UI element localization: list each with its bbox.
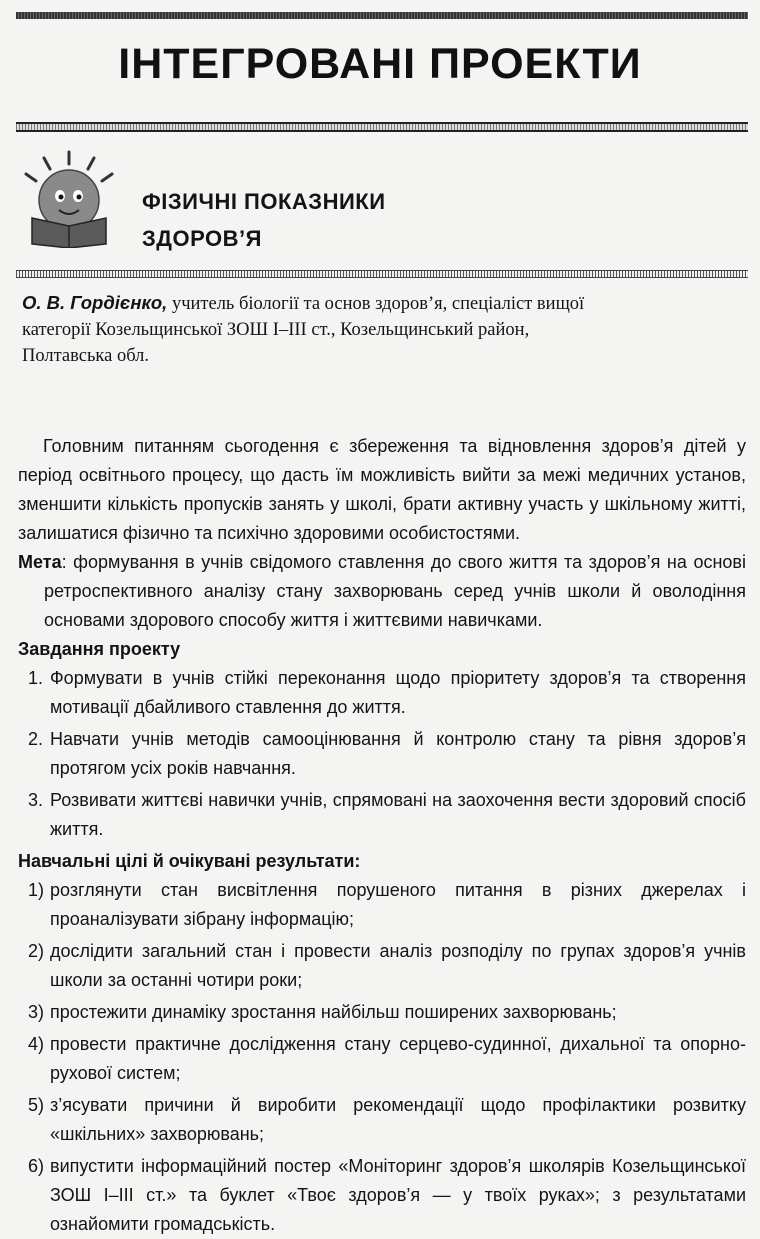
list-item-number: 4) [28,1034,45,1054]
list-item-number: 1) [28,880,45,900]
list-item [18,937,746,995]
list-item-text: Навчати учнів методів самооцінювання й контролю стану та рівня здоров’я протягом усіх років навчання. [50,729,746,778]
list-item-text: з’ясувати причини й виробити рекомендації щодо профілактики розвитку «шкільних» захворювань; [50,1095,746,1144]
list-item-text: провести практичне дослідження стану серцево-судинної, дихальної та опорно-рухової систем; [50,1034,746,1083]
article-title-line-1: ФІЗИЧНІ ПОКАЗНИКИ [142,189,386,214]
list-item-text: дослідити загальний стан і провести аналіз розподілу по групах здоров’я учнів школи за останні чотири роки; [50,941,746,990]
tasks-list [18,664,746,844]
list-item-text: Розвивати життєві навички учнів, спрямовані на заохочення вести здоровий спосіб життя. [50,790,746,839]
list-item [18,1030,746,1088]
list-item [18,664,746,722]
list-item-number: 5) [28,1095,45,1115]
author-line-2: категорії Козельщинської ЗОШ І–ІІІ ст., Козельщинський район, [22,320,530,340]
list-item-text: випустити інформаційний постер «Моніторинг здоров’я школярів Козельщинської ЗОШ І–ІІІ ст.» та буклет «Твоє здоров’я — у твоїх руках»; з результатами ознайомити громадськість. [50,1156,746,1234]
author-line-1: учитель біології та основ здоров’я, спеціаліст вищої [167,294,585,314]
title-rule [16,122,748,132]
list-item-number: 1. [28,668,44,688]
list-item [18,876,746,934]
section-title: ІНТЕГРОВАНІ ПРОЕКТИ [118,40,642,88]
list-item [18,725,746,783]
list-item-number: 3) [28,1002,45,1022]
list-item-text: Формувати в учнів стійкі переконання щодо пріоритету здоров’я та створення мотивації дбайливого ставлення до життя. [50,668,746,717]
list-item-number: 3. [28,790,44,810]
goal-paragraph [18,548,746,635]
article-title [142,183,386,257]
author-name: О. В. Гордієнко, [22,292,168,313]
author-rule [16,270,748,278]
list-item-text: розглянути стан висвітлення порушеного питання в різних джерелах і проаналізувати зібрану інформацію; [50,880,746,929]
tasks-heading: Завдання проекту [18,639,181,659]
list-item-number: 2. [28,729,44,749]
list-item-number: 6) [28,1156,45,1176]
objectives-heading: Навчальні цілі й очікувані результати: [18,851,361,871]
list-item [18,786,746,844]
article-title-line-2: ЗДОРОВ’Я [142,226,262,251]
list-item-number: 2) [28,941,45,961]
intro-paragraph: Головним питанням сьогодення є збереження та відновлення здоров’я дітей у період освітнього процесу, що дасть їм можливість вийти за межі медичних установ, зменшити кількість пропусків занять у школі, брати активну участь у шкільному житті, залишатися фізично та психічно здоровими особистостями. [18,436,746,543]
list-item-text: простежити динаміку зростання найбільш поширених захворювань; [50,1002,617,1022]
list-item [18,998,746,1027]
top-rule [16,12,748,19]
goal-text: : формування в учнів свідомого ставлення до свого життя та здоров’я на основі ретроспективного аналізу стану захворювань серед учнів школи й оволодіння основами здорового способу життя і життєвими навичками. [44,552,746,630]
sun-reading-book-icon [14,148,124,248]
objectives-list [18,876,746,1239]
goal-label: Мета [18,552,62,572]
author-line-3: Полтавська обл. [22,346,149,366]
article-body [18,432,746,1239]
list-item [18,1091,746,1149]
list-item [18,1152,746,1239]
author-block [22,290,742,369]
